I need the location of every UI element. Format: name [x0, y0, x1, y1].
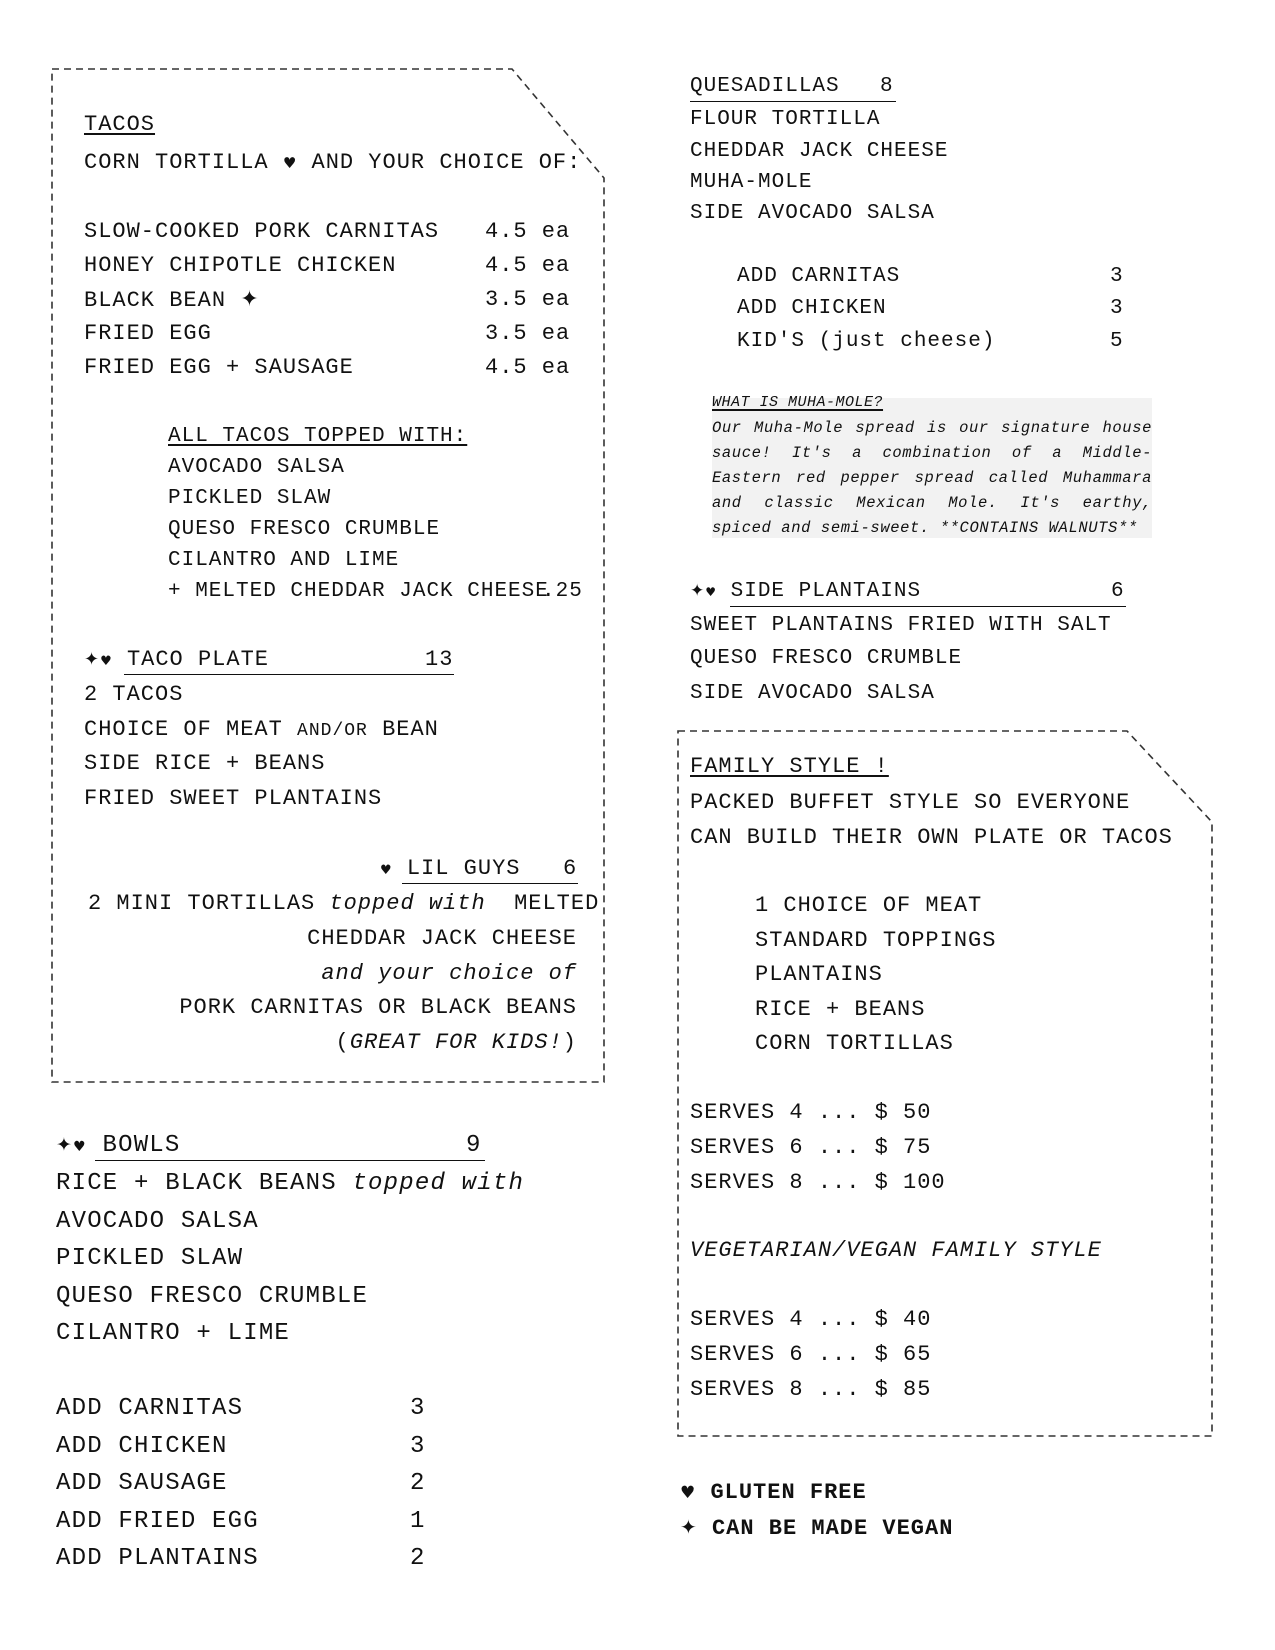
side-plantains-line: SWEET PLANTAINS FRIED WITH SALT: [690, 614, 1112, 637]
taco-item-price: 4.5 ea: [485, 355, 571, 380]
bowls-addon-price: 2: [410, 1470, 426, 1497]
family-style-desc: PACKED BUFFET STYLE SO EVERYONE: [690, 790, 1131, 815]
star-icon: ✦: [690, 581, 706, 601]
topping-item: PICKLED SLAW: [168, 487, 332, 510]
family-style-include: RICE + BEANS: [755, 997, 926, 1022]
bowls-addon: ADD FRIED EGG: [56, 1508, 259, 1535]
side-plantains-line: SIDE AVOCADO SALSA: [690, 682, 935, 705]
side-plantains-underline: [730, 606, 1126, 607]
muha-mole-title: WHAT IS MUHA-MOLE?: [712, 394, 884, 411]
quesadillas-line: CHEDDAR JACK CHEESE: [690, 140, 949, 163]
taco-item-price: 4.5 ea: [485, 253, 571, 278]
family-style-title: FAMILY STYLE !: [690, 754, 889, 779]
extra-cheese-price: .25: [542, 580, 583, 603]
family-style-price: SERVES 4 ... $ 50: [690, 1100, 932, 1125]
lil-guys-line: PORK CARNITAS OR BLACK BEANS: [179, 995, 577, 1020]
quesadillas-line: SIDE AVOCADO SALSA: [690, 202, 935, 225]
lil-guys-line: (GREAT FOR KIDS!): [335, 1030, 577, 1055]
topping-item: AVOCADO SALSA: [168, 456, 345, 479]
family-style-include: STANDARD TOPPINGS: [755, 928, 997, 953]
bowls-topping: CILANTRO + LIME: [56, 1320, 291, 1347]
star-icon: ✦: [56, 1134, 74, 1156]
taco-item-price: 3.5 ea: [485, 321, 571, 346]
bowls-topping: PICKLED SLAW: [56, 1245, 244, 1272]
heart-icon: ♥: [73, 1139, 87, 1155]
vegetarian-family-style-price: SERVES 4 ... $ 40: [690, 1307, 932, 1332]
vegetarian-family-style-title: VEGETARIAN/VEGAN FAMILY STYLE: [690, 1238, 1102, 1263]
lil-guys-line: and your choice of: [321, 961, 577, 986]
quesadillas-addon: ADD CARNITAS: [737, 265, 901, 288]
side-plantains-heading: ✦♥ SIDE PLANTAINS: [690, 580, 922, 603]
tacos-title: TACOS: [84, 112, 156, 137]
bowls-addon-price: 3: [410, 1433, 426, 1460]
bowls-line: RICE + BLACK BEANS topped with: [56, 1170, 525, 1197]
vegetarian-family-style-price: SERVES 6 ... $ 65: [690, 1342, 932, 1367]
heart-icon: ♥: [705, 585, 718, 599]
legend-vegan: ✦ CAN BE MADE VEGAN: [680, 1515, 954, 1541]
taco-item-price: 3.5 ea: [485, 287, 571, 312]
quesadillas-addon: ADD CHICKEN: [737, 297, 887, 320]
lil-guys-heading: ♥ LIL GUYS: [380, 856, 521, 881]
heart-icon: ♥: [680, 1483, 697, 1503]
lil-guys-price: 6: [563, 856, 578, 881]
taco-item-name: FRIED EGG: [84, 321, 212, 346]
family-style-price: SERVES 6 ... $ 75: [690, 1135, 932, 1160]
quesadillas-addon: KID'S (just cheese): [737, 330, 996, 353]
bowls-addon: ADD CARNITAS: [56, 1395, 244, 1422]
bowls-price: 9: [466, 1132, 482, 1159]
taco-item-name: FRIED EGG + SAUSAGE: [84, 355, 354, 380]
taco-plate-line: SIDE RICE + BEANS: [84, 751, 326, 776]
taco-item-price: 4.5 ea: [485, 219, 571, 244]
lil-guys-line: CHEDDAR JACK CHEESE: [307, 926, 577, 951]
vegetarian-family-style-price: SERVES 8 ... $ 85: [690, 1377, 932, 1402]
legend-gluten-free: ♥ GLUTEN FREE: [680, 1480, 867, 1505]
quesadillas-price: 8: [880, 75, 894, 98]
family-style-price: SERVES 8 ... $ 100: [690, 1170, 946, 1195]
taco-item-name: HONEY CHIPOTLE CHICKEN: [84, 253, 397, 278]
bowls-heading: ✦♥ BOWLS: [56, 1132, 181, 1159]
taco-item-name: BLACK BEAN ✦: [84, 287, 260, 313]
lil-guys-line: 2 MINI TORTILLAS topped with MELTED: [88, 891, 600, 916]
family-style-include: CORN TORTILLAS: [755, 1031, 954, 1056]
toppings-title: ALL TACOS TOPPED WITH:: [168, 425, 468, 448]
bowls-addon-price: 3: [410, 1395, 426, 1422]
star-icon: ✦: [680, 1515, 698, 1539]
heart-icon: ♥: [282, 154, 298, 172]
bowls-topping: QUESO FRESCO CRUMBLE: [56, 1283, 369, 1310]
quesadillas-addon-price: 3: [1110, 265, 1124, 288]
topping-item: CILANTRO AND LIME: [168, 549, 400, 572]
topping-item: QUESO FRESCO CRUMBLE: [168, 518, 441, 541]
taco-plate-heading: ✦♥ TACO PLATE: [84, 647, 269, 672]
bowls-addon-price: 2: [410, 1545, 426, 1572]
taco-plate-underline: [124, 674, 454, 675]
family-style-include: 1 CHOICE OF MEAT: [755, 893, 983, 918]
bowls-addon: ADD SAUSAGE: [56, 1470, 228, 1497]
quesadillas-line: FLOUR TORTILLA: [690, 108, 881, 131]
bowls-topping: AVOCADO SALSA: [56, 1208, 259, 1235]
star-icon: ✦: [84, 649, 101, 670]
bowls-addon-price: 1: [410, 1508, 426, 1535]
heart-icon: ♥: [100, 654, 113, 669]
quesadillas-underline: [690, 101, 896, 102]
muha-mole-description: Our Muha-Mole spread is our signature house sauce! It's a combination of a Middle-Eastern red pepper spread called Muhammara and classic Mexican Mole. It's earthy, spiced and semi-sweet. **CONTAINS WALNUTS**: [712, 419, 1152, 537]
lil-guys-underline: [402, 883, 578, 884]
star-icon: ✦: [240, 287, 260, 312]
bowls-addon: ADD PLANTAINS: [56, 1545, 259, 1572]
bowls-addon: ADD CHICKEN: [56, 1433, 228, 1460]
quesadillas-addon-price: 3: [1110, 297, 1124, 320]
quesadillas-line: MUHA-MOLE: [690, 171, 813, 194]
taco-plate-line: FRIED SWEET PLANTAINS: [84, 786, 383, 811]
quesadillas-addon-price: 5: [1110, 330, 1124, 353]
taco-plate-line: 2 TACOS: [84, 682, 184, 707]
quesadillas-heading: QUESADILLAS: [690, 75, 840, 98]
heart-icon: ♥: [380, 863, 393, 878]
family-style-desc: CAN BUILD THEIR OWN PLATE OR TACOS: [690, 825, 1173, 850]
tacos-subtitle: CORN TORTILLA ♥ AND YOUR CHOICE OF:: [84, 150, 582, 175]
side-plantains-line: QUESO FRESCO CRUMBLE: [690, 647, 963, 670]
side-plantains-price: 6: [1111, 580, 1125, 603]
extra-cheese: + MELTED CHEDDAR JACK CHEESE: [168, 580, 549, 603]
taco-plate-price: 13: [425, 647, 454, 672]
family-style-include: PLANTAINS: [755, 962, 883, 987]
taco-plate-line: CHOICE OF MEAT AND/OR BEAN: [84, 717, 439, 742]
bowls-underline: [95, 1160, 485, 1161]
taco-item-name: SLOW-COOKED PORK CARNITAS: [84, 219, 440, 244]
